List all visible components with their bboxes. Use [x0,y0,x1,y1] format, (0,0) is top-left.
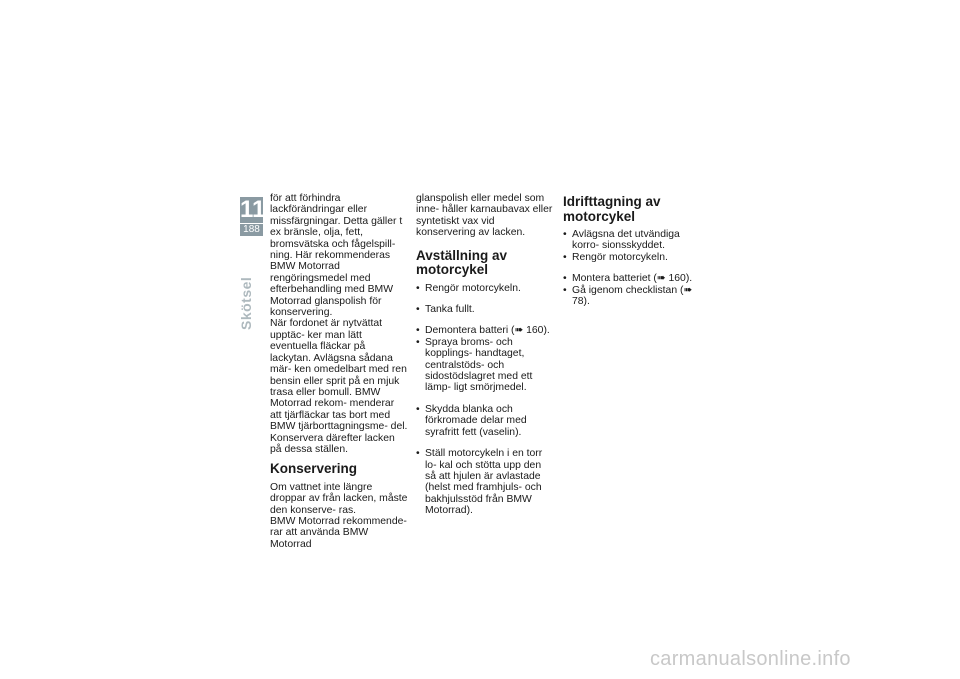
list-item-text: Gå igenom checklistan (➠ 78). [572,284,693,308]
bullet-icon: • [563,229,567,240]
bullet-icon: • [416,282,420,294]
list-item [416,404,554,438]
list-item-text: Skydda blanka och förkromade delar med syrafritt fett (vaselin). [425,403,527,438]
bullet-icon: • [563,251,567,263]
paragraph: BMW Motorrad rekommende- rar att använda BMW Motorrad [270,516,407,550]
list-item [416,448,554,516]
bullet-icon: • [563,284,567,296]
bullet-icon: • [563,273,567,285]
paragraph: Om vattnet inte längre droppar av från lacken, måste den konserve- ras. [270,481,408,516]
list-item [416,337,554,394]
bullet-icon: • [416,336,420,348]
heading-idrifttagning: Idrifttagning av motorcykel [563,194,661,224]
list-item-text: Tanka fullt. [425,304,475,316]
avstallning-list [416,283,554,517]
idrifttagning-list [563,229,701,307]
paragraph: glanspolish eller medel som inne- håller karnaubavax eller syntetiskt vax vid konservering av lacken. [416,193,553,239]
list-item [416,283,554,294]
watermark: carmanualsonline.info [650,648,851,670]
list-item-text: Rengör motorcykeln. [425,282,521,294]
list-item [563,252,701,263]
list-item [416,325,554,336]
heading-konservering: Konservering [270,461,358,477]
column-2 [416,193,554,517]
list-item-text: Spraya broms- och kopplings- handtaget, centralstöds- och sidostödslagret med ett lämp- ligt smörjmedel. [425,336,533,394]
bullet-icon: • [416,304,420,316]
heading-avstallning: Avställning av motorcykel [416,247,508,278]
list-item-text: Rengör motorcykeln. [572,251,668,263]
list-item [563,273,701,284]
page-number: 188 [240,224,263,236]
list-item [563,285,701,308]
list-item-text: Ställ motorcykeln i en torr lo- kal och stötta upp den så att hjulen är avlastade (helst med framhjuls- och bakhjulsstöd från BMW Motorrad). [425,448,543,517]
list-item-text: Demontera batteri (➠ 160). [425,325,550,337]
column-1 [270,193,408,550]
chapter-tab [240,196,266,236]
chapter-number: 11 [240,196,266,223]
list-item-text: Avlägsna det utvändiga korro- sionsskyddet. [572,229,680,252]
paragraph: När fordonet är nytvättat upptäc- ker man lätt eventuella fläckar på lackytan. Avlägsna sådana mär- ken omedelbart med ren bensin eller sprit på en mjuk trasa eller bomull. BMW Motorrad rekom- menderar att tjärfläckar tas bort med BMW tjärborttagningsme- del. Konservera därefter lacken på dessa ställen. [270,318,408,455]
column-3 [563,193,701,307]
list-item-text: Montera batteriet (➠ 160). [572,273,693,285]
bullet-icon: • [416,448,420,460]
section-title: Skötsel [238,276,254,330]
bullet-icon: • [416,325,420,337]
list-item [416,304,554,315]
list-item [563,229,701,252]
bullet-icon: • [416,403,420,415]
paragraph: för att förhindra lackförändringar eller missfärgningar. Detta gäller t ex bränsle, olja, fett, bromsvätska och fågelspill- ning. Här rekommenderas BMW Motorrad rengöringsmedel med efterbehandling med BMW Motorrad glanspolish för konservering. [270,193,403,319]
